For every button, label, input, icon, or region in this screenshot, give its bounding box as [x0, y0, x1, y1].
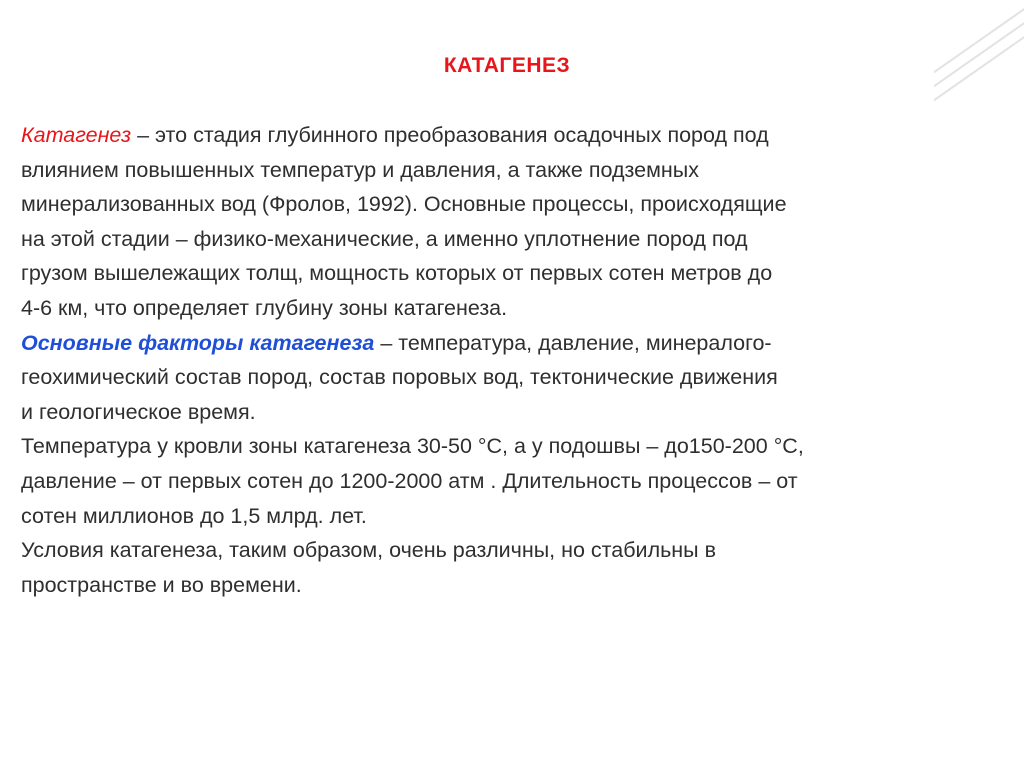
body-line: Условия катагенеза, таким образом, очень различны, но стабильны в	[21, 538, 717, 563]
body-line: пространстве и во времени.	[21, 572, 302, 597]
body-line: Температура у кровли зоны катагенеза 30-50 °С, а у подошвы – до150-200 °С,	[21, 434, 804, 459]
line-text: – это стадия глубинного преобразования осадочных пород под	[131, 123, 769, 147]
body-line: на этой стадии – физико-механические, а именно уплотнение пород под	[21, 226, 748, 251]
body-line: геохимический состав пород, состав поровых вод, тектонические движения	[21, 365, 778, 390]
term-main-factors: Основные факторы катагенеза	[21, 330, 375, 355]
body-line	[21, 326, 981, 361]
slide-body	[21, 118, 981, 602]
body-line	[21, 118, 981, 153]
body-line: 4-6 км, что определяет глубину зоны катагенеза.	[21, 295, 508, 320]
slide-title	[0, 54, 1024, 78]
body-line: сотен миллионов до 1,5 млрд. лет.	[21, 503, 367, 528]
body-line: грузом вышележащих толщ, мощность которых от первых сотен метров до	[21, 261, 773, 286]
body-line: давление – от первых сотен до 1200-2000 атм . Длительность процессов – от	[21, 468, 798, 493]
term-katagenez: Катагенез	[21, 123, 132, 147]
body-line: и геологическое время.	[21, 399, 256, 424]
body-line: минерализованных вод (Фролов, 1992). Основные процессы, происходящие	[21, 192, 787, 217]
line-text: – температура, давление, минералого-	[374, 330, 772, 355]
slide-title-text: КАТАГЕНЕЗ	[443, 54, 571, 77]
body-line: влиянием повышенных температур и давления, а также подземных	[21, 157, 699, 182]
